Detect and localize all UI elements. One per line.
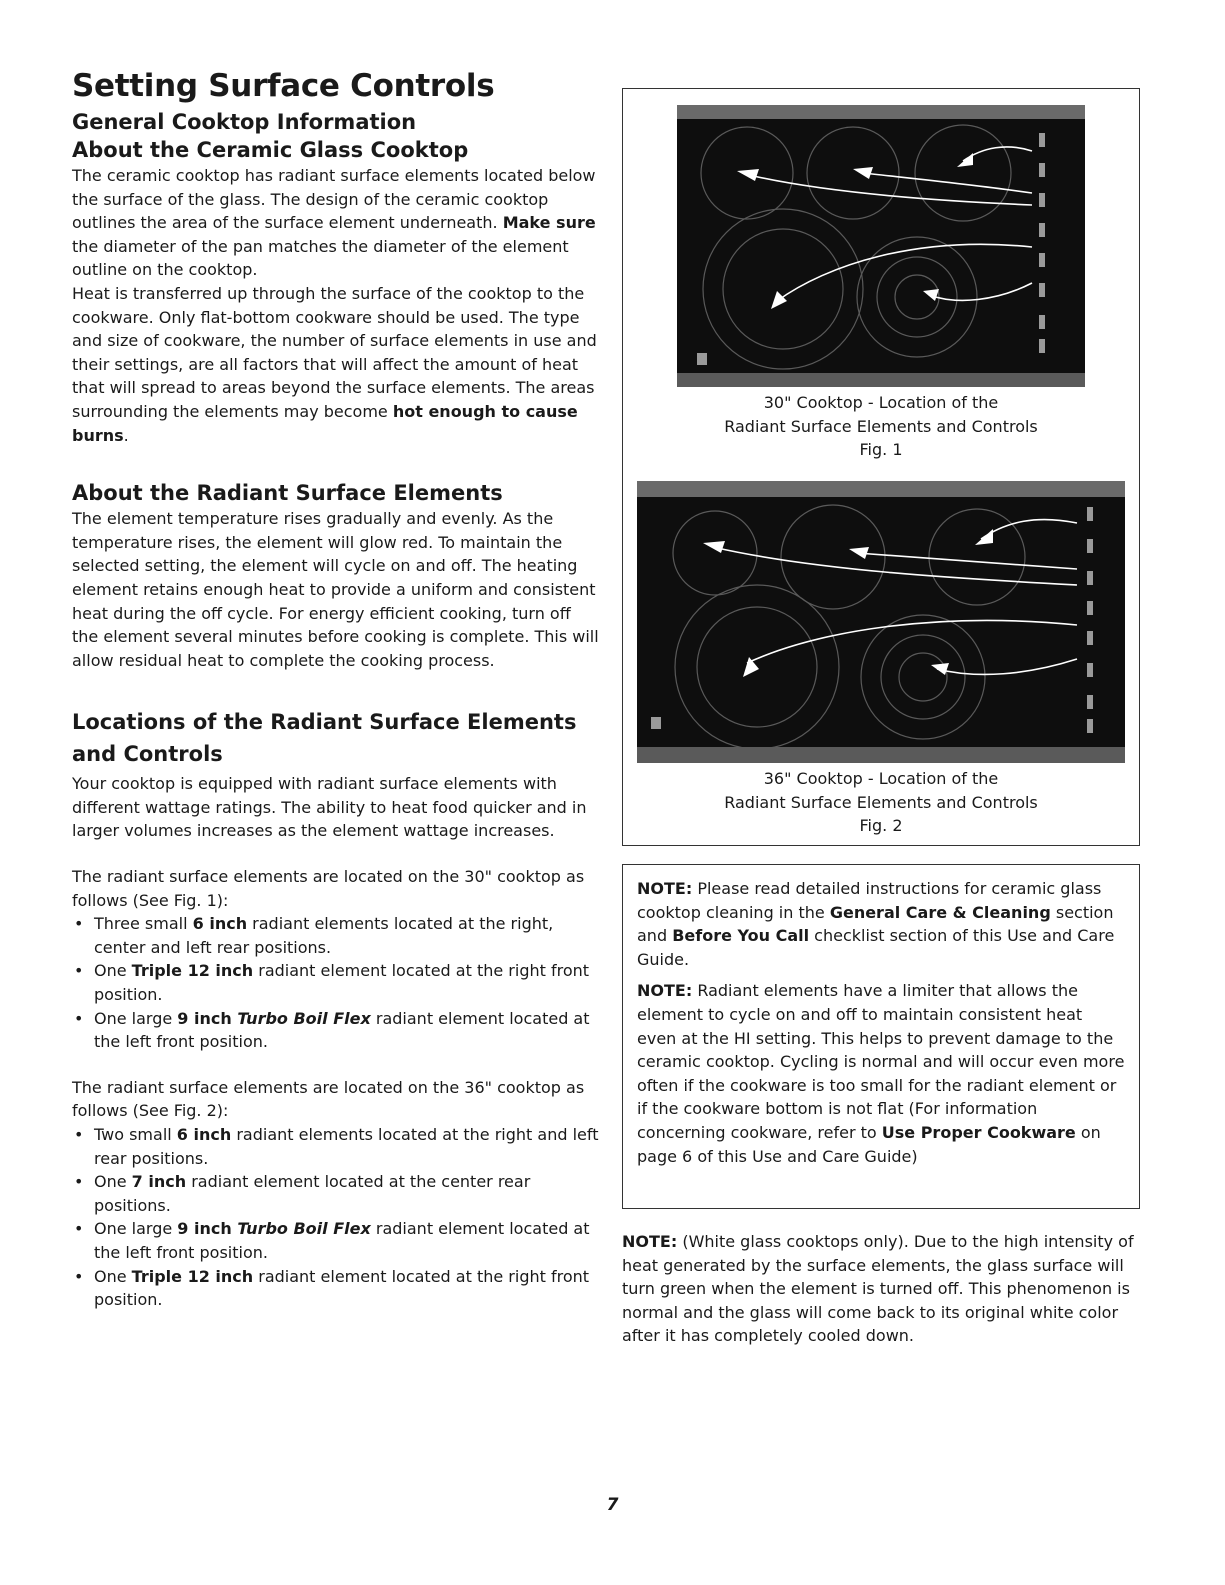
fig2-caption-line2: Radiant Surface Elements and Controls — [724, 792, 1038, 812]
subheading-locations: Locations of the Radiant Surface Elements and Controls — [72, 710, 577, 767]
list-item: • Two small 6 inch radiant elements located at the right and left rear positions. — [72, 1123, 602, 1170]
list-36-cooktop — [72, 1123, 602, 1312]
list-item: • One large 9 inch Turbo Boil Flex radiant element located at the left front position. — [72, 1217, 602, 1264]
list-item: • One Triple 12 inch radiant element located at the right front position. — [72, 959, 602, 1006]
section-heading-general: General Cooktop Information — [72, 110, 417, 134]
note-white-glass: NOTE: (White glass cooktops only). Due to the high intensity of heat generated by the surface elements, the glass surface will turn green when the element is turned off. This phenomenon is normal and the glass will come back to its original white color after it has completely cooled down. — [622, 1232, 1134, 1346]
list-item: • One Triple 12 inch radiant element located at the right front position. — [72, 1265, 602, 1312]
list-30-cooktop — [72, 912, 602, 1054]
fig1-label: Fig. 1 — [859, 440, 903, 460]
page-title: Setting Surface Controls — [72, 68, 495, 104]
list-item: • Three small 6 inch radiant elements located at the right, center and left rear positions. — [72, 912, 602, 959]
note-limiter: NOTE: Radiant elements have a limiter that allows the element to cycle on and off to maintain consistent heat even at the HI setting. This helps to prevent damage to the ceramic cooktop. Cycling is normal and will occur even more often if the cookware is too small for the radiant element or if the cookware bottom is not flat (For information concerning cookware, refer to Use Proper Cookware on page 6 of this Use and Care Guide) — [637, 981, 1125, 1166]
subheading-radiant-elements: About the Radiant Surface Elements — [72, 481, 503, 506]
fig1-caption-line2: Radiant Surface Elements and Controls — [724, 416, 1038, 436]
page-number: 7 — [606, 1495, 619, 1515]
fig2-caption — [623, 767, 1139, 838]
note-cleaning: NOTE: Please read detailed instructions for ceramic glass cooktop cleaning in the General Care & Cleaning section and Before You Call checklist section of this Use and Care Guide. — [637, 879, 1115, 969]
fig1-caption-line1: 30" Cooktop - Location of the — [763, 393, 999, 412]
list-item: • One 7 inch radiant element located at the center rear positions. — [72, 1170, 602, 1217]
note-box — [622, 864, 1140, 1209]
paragraph-locations: Your cooktop is equipped with radiant surface elements with different wattage ratings. The ability to heat food quicker and in larger volumes increases as the element wattage increases. — [72, 774, 587, 841]
paragraph-ceramic-2: Heat is transferred up through the surface of the cooktop to the cookware. Only flat-bottom cookware should be used. The type and size of cookware, the number of surface elements in use and their settings, are all factors that will affect the amount of heat that will spread to areas beyond the surface elements. The areas surrounding the elements may become hot enough to cause burns. — [72, 283, 597, 445]
subheading-ceramic-glass: About the Ceramic Glass Cooktop — [72, 138, 469, 162]
paragraph-ceramic-1: The ceramic cooktop has radiant surface elements located below the surface of the glass. The design of the ceramic cooktop outlines the area of the surface element underneath. Make sure the diameter of the pan matches the diameter of the element outline on the cooktop. — [72, 166, 596, 280]
cooktop-30-image — [677, 105, 1085, 387]
intro-30-cooktop: The radiant surface elements are located on the 30" cooktop as follows (See Fig. 1): — [72, 867, 585, 910]
fig2-label: Fig. 2 — [859, 816, 903, 836]
left-column — [72, 68, 602, 1312]
paragraph-radiant-elements: The element temperature rises gradually and evenly. As the temperature rises, the element will glow red. To maintain the selected setting, the element will cycle on and off. The heating element retains enough heat to provide a uniform and consistent heat during the off cycle. For energy efficient cooking, turn off the element several minutes before cooking is complete. This will allow residual heat to complete the cooking process. — [72, 509, 599, 670]
intro-36-cooktop: The radiant surface elements are located on the 36" cooktop as follows (See Fig. 2): — [72, 1077, 585, 1121]
figures-box — [622, 88, 1140, 846]
cooktop-36-image — [637, 481, 1125, 763]
list-item: • One large 9 inch Turbo Boil Flex radiant element located at the left front position. — [72, 1007, 602, 1054]
fig2-caption-line1: 36" Cooktop - Location of the — [763, 769, 999, 788]
fig1-caption — [623, 391, 1139, 462]
